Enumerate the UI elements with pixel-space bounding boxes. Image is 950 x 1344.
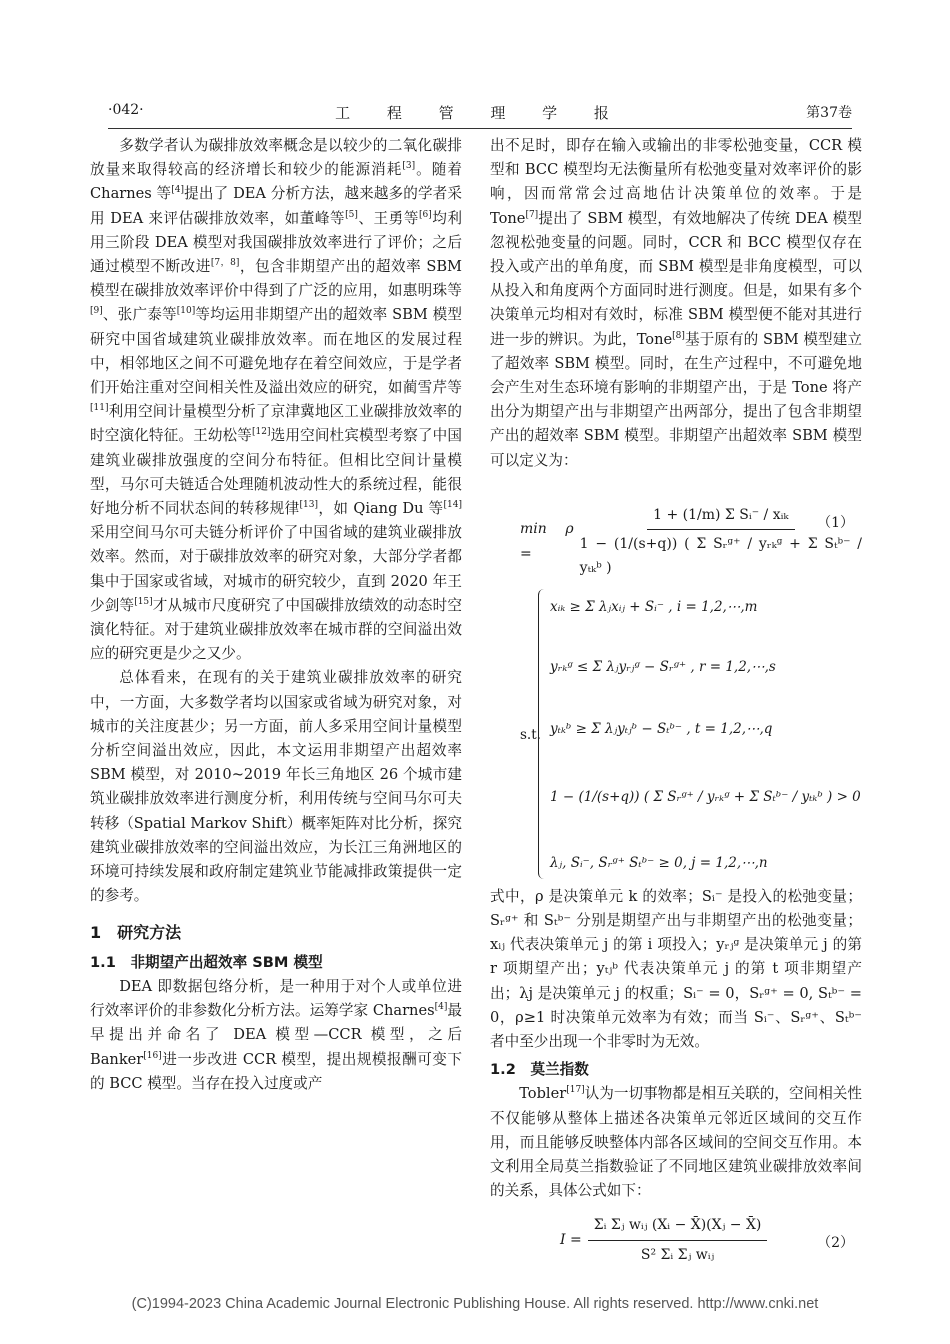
equation-1-lhs: min ρ = <box>520 521 574 562</box>
copyright-footer: (C)1994-2023 China Academic Journal Electronic Publishing House. All rights reserved. http://www.cnki.net <box>131 1296 819 1312</box>
equation-2-lhs: I = <box>560 1232 582 1249</box>
paragraph-moran: Tobler[17]认为一切事物都是相互关联的，空间相关性不仅能够从整体上描述各决策单元邻近区域间的交互作用，而且能够反映整体内部各区域间的空间交互作用。本文利用全局莫兰指数验证了不同地区建筑业碳排放效率间的关系，具体公式如下： <box>490 1085 862 1200</box>
page-header <box>108 98 852 129</box>
equation-1-numerator: 1 + (1/m) Σ Sᵢ⁻ / xᵢₖ <box>647 503 794 530</box>
equation-1 <box>490 473 862 585</box>
equation-2-number: （2） <box>817 1235 854 1252</box>
citation[interactable]: [14] <box>443 500 462 511</box>
citation[interactable]: [10] <box>176 306 196 317</box>
equation-2-denominator: S² Σᵢ Σⱼ wᵢⱼ <box>640 1246 715 1263</box>
citation[interactable]: [16] <box>143 1050 162 1061</box>
section-heading-1: 1 研究方法 <box>90 922 182 942</box>
citation[interactable]: [3] <box>402 161 416 172</box>
citation[interactable]: [9] <box>90 306 103 317</box>
citation[interactable]: [12] <box>252 427 271 438</box>
constraint-desirable-outputs: yᵣₖᵍ ≤ Σ λⱼyᵣⱼᵍ − Sᵣᵍ⁺ , r = 1,2,⋯,s <box>550 658 776 675</box>
journal-title: 工 程 管 理 学 报 <box>335 104 625 122</box>
citation[interactable]: [5] <box>345 209 358 220</box>
constraint-system <box>490 585 862 885</box>
citation[interactable]: [7，8] <box>210 258 240 269</box>
constraint-nonnegativity: λⱼ, Sᵢ⁻, Sᵣᵍ⁺ Sₜᵇ⁻ ≥ 0, j = 1,2,⋯,n <box>550 854 768 871</box>
equation-2 <box>490 1203 862 1283</box>
constraint-efficiency: 1 − (1/(s+q)) ( Σ Sᵣᵍ⁺ / yᵣₖᵍ + Σ Sₜᵇ⁻ / yₜₖᵇ ) > 0 <box>550 788 861 805</box>
subject-to-label: s.t. <box>520 726 541 743</box>
paragraph-variable-definitions: 式中，ρ 是决策单元 k 的效率；Sᵢ⁻ 是投入的松弛变量；Sᵣᵍ⁺ 和 Sₜᵇ⁻ 分别是期望产出与非期望产出的松弛变量；xᵢⱼ 代表决策单元 j 的第 i 项投入；yᵣⱼᵍ 是决策单元 j 的第 r 项期望产出；yₜⱼᵇ 代表决策单元 j 的第 t 项非期望产出；λj 是决策单元 j 的权重；Sᵢ⁻ = 0，Sᵣᵍ⁺ = 0, Sₜᵇ⁻ = 0，ρ≥1 时决策单元效率为有效；而当 Sᵢ⁻、Sᵣᵍ⁺、Sₜᵇ⁻ 者中至少出现一个非零时为无效。 <box>490 887 862 1051</box>
page-number: ·042· <box>108 102 144 118</box>
citation[interactable]: [13] <box>299 500 319 511</box>
subsection-heading-1-2: 1.2 莫兰指数 <box>490 1061 589 1079</box>
right-column <box>490 134 862 1283</box>
citation[interactable]: [6] <box>418 209 432 220</box>
citation[interactable]: [8] <box>672 330 685 341</box>
equation-1-denominator: 1 − (1/(s+q)) ( Σ Sᵣᵍ⁺ / yᵣₖᵍ + Σ Sₜᵇ⁻ / yₜₖᵇ ) <box>579 536 862 577</box>
left-column <box>90 134 462 1096</box>
equation-2-numerator: Σᵢ Σⱼ wᵢⱼ (Xᵢ − X̄)(Xⱼ − X̄) <box>588 1213 768 1240</box>
equation-1-number: （1） <box>817 514 854 531</box>
citation[interactable]: [4] <box>171 185 185 196</box>
citation[interactable]: [17] <box>566 1085 585 1096</box>
citation[interactable]: [4] <box>434 1002 448 1013</box>
paragraph-intro-2: 总体看来，在现有的关于建筑业碳排放效率的研究中，一方面，大多数学者均以国家或省域为研究对象，对城市的关注度甚少；另一方面，前人多采用空间计量模型分析空间溢出效应，因此，本文运用非期望产出超效率 SBM 模型，对 2010~2019 年长三角地区 26 个城市建筑业碳排放效率进行测度分析，利用传统与空间马尔可夫转移（Spatial Markov Shift）概率矩阵对比分析，探究建筑业碳排放效率的空间溢出效应，为长江三角洲地区的环境可持续发展和政府制定建筑业节能减排政策提供一定的参考。 <box>90 669 462 905</box>
citation[interactable]: [7] <box>525 209 539 220</box>
subsection-heading-1-1: 1.1 非期望产出超效率 SBM 模型 <box>90 953 323 971</box>
citation[interactable]: [15] <box>134 597 153 607</box>
constraint-inputs: xᵢₖ ≥ Σ λⱼxᵢⱼ + Sᵢ⁻ , i = 1,2,⋯,m <box>550 598 758 615</box>
left-brace <box>538 589 547 879</box>
equation-2-fraction <box>588 1213 768 1266</box>
paragraph-intro-1: 多数学者认为碳排放效率概念是以较少的二氧化碳排放量来取得较高的经济增长和较少的能源消耗[3]。随着 Charnes 等[4]提出了 DEA 分析方法，越来越多的学者采用 DEA 来评估碳排放效率，如董峰等[5]、王勇等[6]均利用三阶段 DEA 模型对我国碳排放效率进行了评价；之后通过模型不断改进[7，8]，包含非期望产出的超效率 SBM 模型在碳排放效率评价中得到了广泛的应用，如惠明珠等[9]、张广泰等[10]等均运用非期望产出的超效率 SBM 模型研究中国省域建筑业碳排放效率。而在地区的发展过程中，相邻地区之间不可避免地存在着空间效应，于是学者们开始注重对空间相关性及溢出效应的研究，如蔺雪芹等[11]利用空间计量模型分析了京津冀地区工业碳排放效率的时空演化特征。王幼松等[12]选用空间杜宾模型考察了中国建筑业碳排放强度的空间分布特征。但相比空间计量模型，马尔可夫链适合处理随机波动性大的系统过程，能很好地分析不同状态间的转移规律[13]，如 Qiang Du 等[14]采用空间马尔可夫链分析评价了中国省域的建筑业碳排放效率。然而，对于碳排放效率的研究对象，大部分学者都集中于国家或省域，对城市的研究较少，直到 2020 年王少剑等[15]才从城市尺度研究了中国碳排放绩效的动态时空演化特征。对于建筑业碳排放效率在城市群的空间溢出效应的研究更是少之又少。 <box>90 137 462 663</box>
constraint-undesirable-outputs: yₜₖᵇ ≥ Σ λⱼyₜⱼᵇ − Sₜᵇ⁻ , t = 1,2,⋯,q <box>550 720 773 737</box>
volume-label: 第37卷 <box>806 105 852 121</box>
paragraph-sbm: 出不足时，即存在输入或输出的非零松弛变量，CCR 模型和 BCC 模型均无法衡量所有松弛变量对效率评价的影响，因而常常会过高地估计决策单位的效率。于是 Tone[7]提出了 SBM 模型，有效地解决了传统 DEA 模型忽视松弛变量的问题。同时，CCR 和 BCC 模型仅存在投入或产出的单角度，而 SBM 模型是非角度模型，可以从投入和角度两个方面同时进行测度。但是，如果有多个决策单元均相对有效时，标准 SBM 模型便不能对其进行进一步的辨识。为此，Tone[8]基于原有的 SBM 模型建立了超效率 SBM 模型。同时，在生产过程中，不可避免地会产生对生态环境有影响的非期望产出，于是 Tone 将产出分为期望产出与非期望产出两部分，提出了包含非期望产出的超效率 SBM 模型。非期望产出超效率 SBM 模型可以定义为： <box>490 137 862 469</box>
paragraph-dea: DEA 即数据包络分析，是一种用于对个人或单位进行效率评价的非参数化分析方法。运筹学家 Charnes[4]最早提出并命名了 DEA 模型—CCR 模型，之后 Banker[16]进一步改进 CCR 模型，提出规模报酬可变下的 BCC 模型。当存在投入过度或产 <box>90 977 462 1092</box>
citation[interactable]: [11] <box>90 403 109 414</box>
